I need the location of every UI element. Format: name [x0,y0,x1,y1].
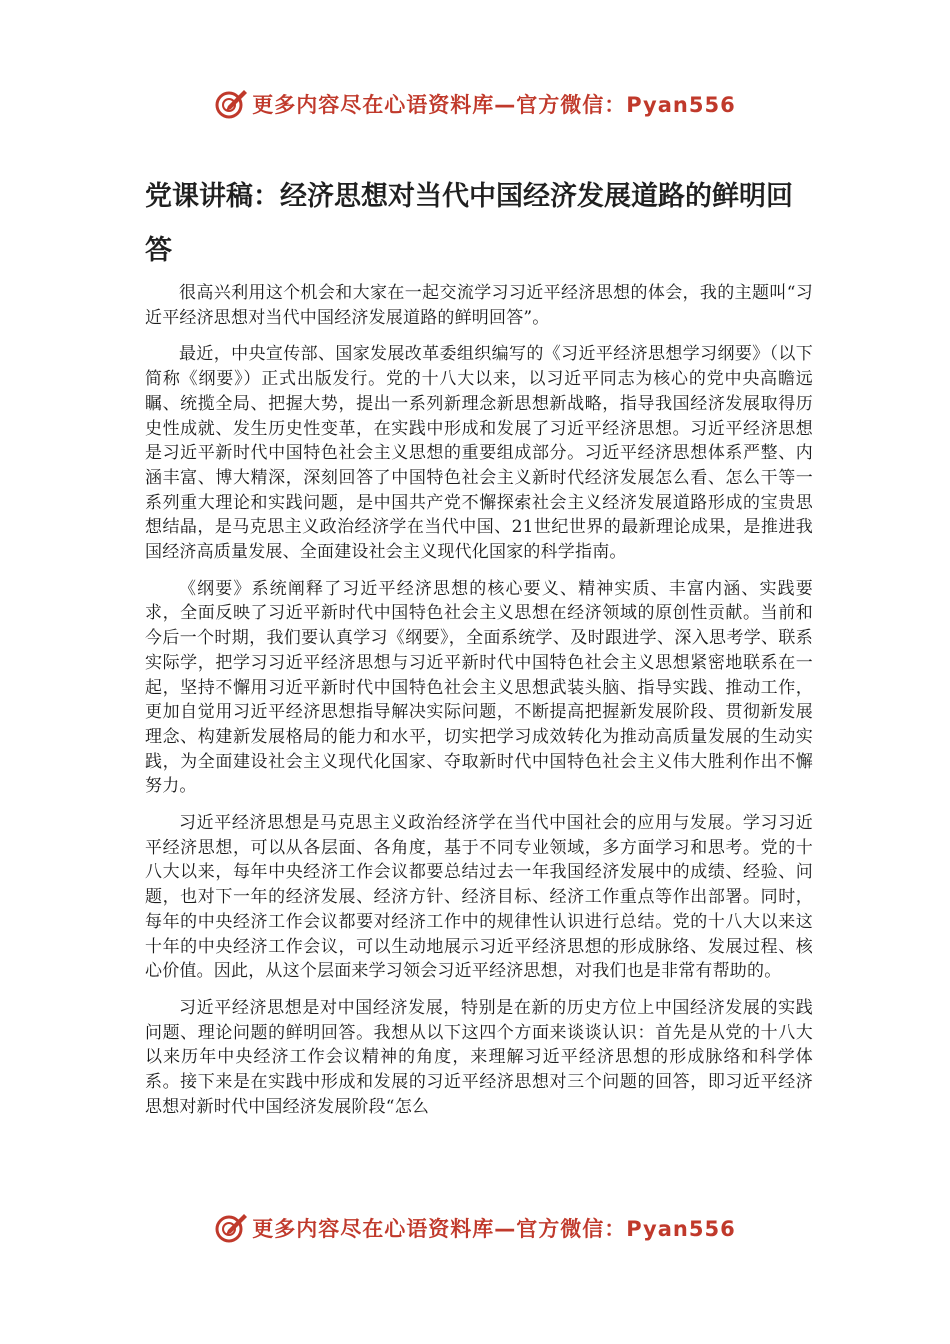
paragraph-3: 《纲要》系统阐释了习近平经济思想的核心要义、精神实质、丰富内涵、实践要求，全面反映了习近平新时代中国特色社会主义思想在经济领域的原创性贡献。当前和今后一个时期，我们要认真学习《纲要》，全面系统学、及时跟进学、深入思考学、联系实际学，把学习习近平经济思想与习近平新时代中国特色社会主义思想紧密地联系在一起，坚持不懈用习近平新时代中国特色社会主义思想武装头脑、指导实践、推动工作，更加自觉用习近平经济思想指导解决实际问题，不断提高把握新发展阶段、贯彻新发展理念、构建新发展格局的能力和水平，切实把学习成效转化为推动高质量发展的生动实践，为全面建设社会主义现代化国家、夺取新时代中国特色社会主义伟大胜利作出不懈努力。 [145,578,813,797]
footer-banner-text: 更多内容尽在心语资料库—官方微信：Pyan556 [252,1217,736,1241]
quill-seal-icon [214,1211,248,1245]
footer-banner [0,1208,950,1248]
quill-seal-icon [214,87,248,121]
paragraph-2: 最近，中央宣传部、国家发展改革委组织编写的《习近平经济思想学习纲要》（以下简称《纲要》）正式出版发行。党的十八大以来，以习近平同志为核心的党中央高瞻远瞩、统揽全局、把握大势，提出一系列新理念新思想新战略，指导我国经济发展取得历史性成就、发生历史性变革，在实践中形成和发展了习近平经济思想。习近平经济思想是习近平新时代中国特色社会主义思想的重要组成部分。习近平经济思想体系严整、内涵丰富、博大精深，深刻回答了中国特色社会主义新时代经济发展怎么看、怎么干等一系列重大理论和实践问题，是中国共产党不懈探索社会主义经济发展道路形成的宝贵思想结晶，是马克思主义政治经济学在当代中国、21世纪世界的最新理论成果，是推进我国经济高质量发展、全面建设社会主义现代化国家的科学指南。 [145,344,813,563]
header-banner-text: 更多内容尽在心语资料库—官方微信：Pyan556 [252,93,736,117]
paragraph-4: 习近平经济思想是马克思主义政治经济学在当代中国社会的应用与发展。学习习近平经济思想，可以从各层面、各角度，基于不同专业领域，多方面学习和思考。党的十八大以来，每年中央经济工作会议都要总结过去一年我国经济发展中的成绩、经验、问题，也对下一年的经济发展、经济方针、经济目标、经济工作重点等作出部署。同时，每年的中央经济工作会议都要对经济工作中的规律性认识进行总结。党的十八大以来这十年的中央经济工作会议，可以生动地展示习近平经济思想的形成脉络、发展过程、核心价值。因此，从这个层面来学习领会习近平经济思想，对我们也是非常有帮助的。 [145,813,813,982]
document-body [145,281,813,1132]
header-banner [0,84,950,124]
paragraph-5: 习近平经济思想是对中国经济发展，特别是在新的历史方位上中国经济发展的实践问题、理论问题的鲜明回答。我想从以下这四个方面来谈谈认识：首先是从党的十八大以来历年中央经济工作会议精神的角度，来理解习近平经济思想的形成脉络和科学体系。接下来是在实践中形成和发展的习近平经济思想对三个问题的回答，即习近平经济思想对新时代中国经济发展阶段“怎么 [145,997,813,1117]
paragraph-1: 很高兴利用这个机会和大家在一起交流学习习近平经济思想的体会，我的主题叫“习近平经济思想对当代中国经济发展道路的鲜明回答”。 [145,283,813,328]
document-title: 党课讲稿：经济思想对当代中国经济发展道路的鲜明回答 [145,181,793,266]
